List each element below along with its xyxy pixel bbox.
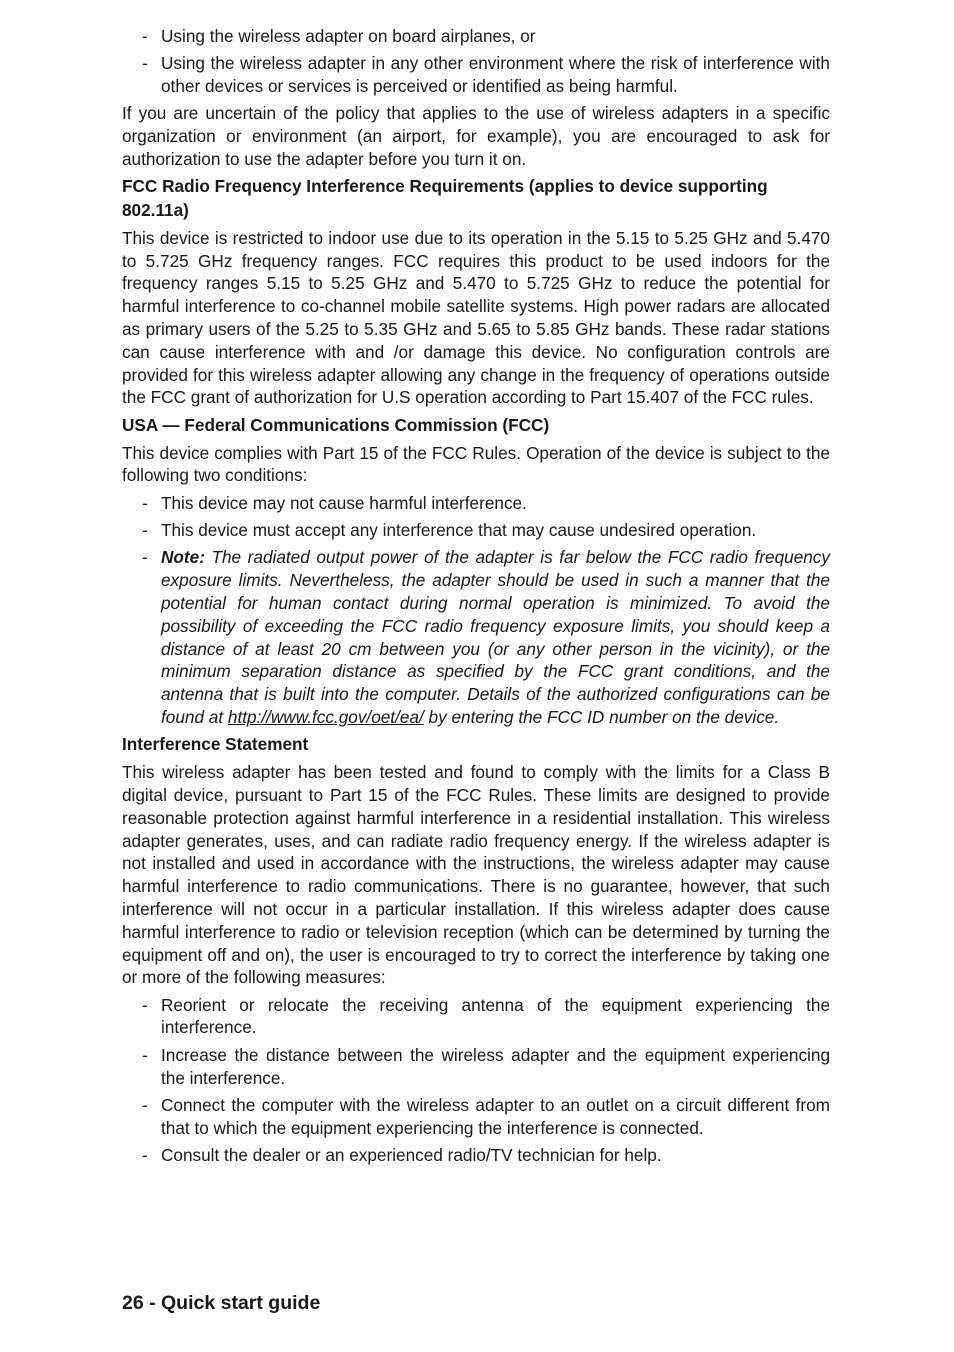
intro-list [122,25,830,98]
page-footer: 26 - Quick start guide [122,1292,321,1314]
list-dash: - [142,1144,148,1165]
list-item: - Using the wireless adapter on board airplanes, or [142,26,536,46]
list-item: - This device must accept any interference that may cause undesired operation. [142,520,757,541]
list-dash: - [142,53,148,74]
fcc-rf-body: This device is restricted to indoor use due to its operation in the 5.15 to 5.25 GHz and 5.470 to 5.725 GHz frequency ranges. FCC requires this product to be used indoors for the frequency ranges 5.15 to 5.25 GHz and 5.470 to 5.725 GHz to reduce the potential for harmful interference to co-channel mobile satellite systems. High power radars are allocated as primary users of the 5.25 to 5.35 GHz and 5.65 to 5.85 GHz bands. These radar stations can cause interference with and /or damage this device. No configuration controls are provided for this wireless adapter allowing any change in the frequency of operations outside the FCC grant of authorization for U.S operation according to Part 15.407 of the FCC rules. [122,227,830,408]
fcc-link[interactable]: http://www.fcc.gov/oet/ea/ [227,706,424,727]
list-dash: - [142,994,148,1015]
note-text: The radiated output power of the adapter is far below the FCC radio frequency exposure limits. Nevertheless, the adapter should be used in such a manner that the potential for human contact during normal operation is minimized. To avoid the possibility of exceeding the FCC radio frequency exposure limits, you should keep a distance of at least 20 cm between you (or any other person in the vicinity), or the minimum separation distance as specified by the FCC grant conditions, and the antenna that is built into the computer. Details of the authorized configurations can be found at [161,547,830,727]
list-item: - Consult the dealer or an experienced radio/TV technician for help. [142,1144,662,1165]
page-content [122,25,830,1171]
fcc-rf-heading: FCC Radio Frequency Interference Requirements (applies to device supporting 802.11a) [122,176,768,220]
list-dash: - [142,1044,148,1065]
list-item: - Increase the distance between the wireless adapter and the equipment experiencing the interference. [142,1044,830,1088]
list-item: - This device may not cause harmful interference. [142,492,527,513]
policy-paragraph: If you are uncertain of the policy that applies to the use of wireless adapters in a specific organization or environment (an airport, for example), you are encouraged to ask for authorization to use the adapter before you turn it on. [122,103,830,169]
list-dash: - [142,1094,148,1115]
interference-body: This wireless adapter has been tested and found to comply with the limits for a Class B digital device, pursuant to Part 15 of the FCC Rules. These limits are designed to provide reasonable protection against harmful interference in a residential installation. This wireless adapter generates, uses, and can radiate radio frequency energy. If the wireless adapter is not installed and used in accordance with the instructions, the wireless adapter may cause harmful interference to radio communications. There is no guarantee, however, that such interference will not occur in a particular installation. If this wireless adapter does cause harmful interference to radio or television reception (which can be determined by turning the equipment off and on), the user is encouraged to try to correct the interference by taking one or more of the following measures: [122,762,830,988]
list-item: - Reorient or relocate the receiving antenna of the equipment experiencing the interference. [142,994,830,1038]
interference-heading: Interference Statement [122,734,309,755]
list-item: - Connect the computer with the wireless adapter to an outlet on a circuit different from that to which the equipment experiencing the interference is connected. [142,1094,830,1138]
list-dash: - [142,492,148,513]
list-dash: - [142,520,148,541]
fcc-note [122,546,830,728]
list-dash: - [142,26,148,46]
usa-fcc-heading: USA — Federal Communications Commission (FCC) [122,414,550,435]
interference-measures-list [122,994,830,1167]
list-item: - Using the wireless adapter in any other environment where the risk of interference with other devices or services is perceived or identified as being harmful. [142,53,830,97]
note-tail: by entering the FCC ID number on the device. [423,706,780,727]
list-dash: - [142,547,148,568]
usa-fcc-body: This device complies with Part 15 of the FCC Rules. Operation of the device is subject to the following two conditions: [122,442,830,486]
note-label: Note: [161,547,205,568]
fcc-conditions-list [122,492,830,729]
